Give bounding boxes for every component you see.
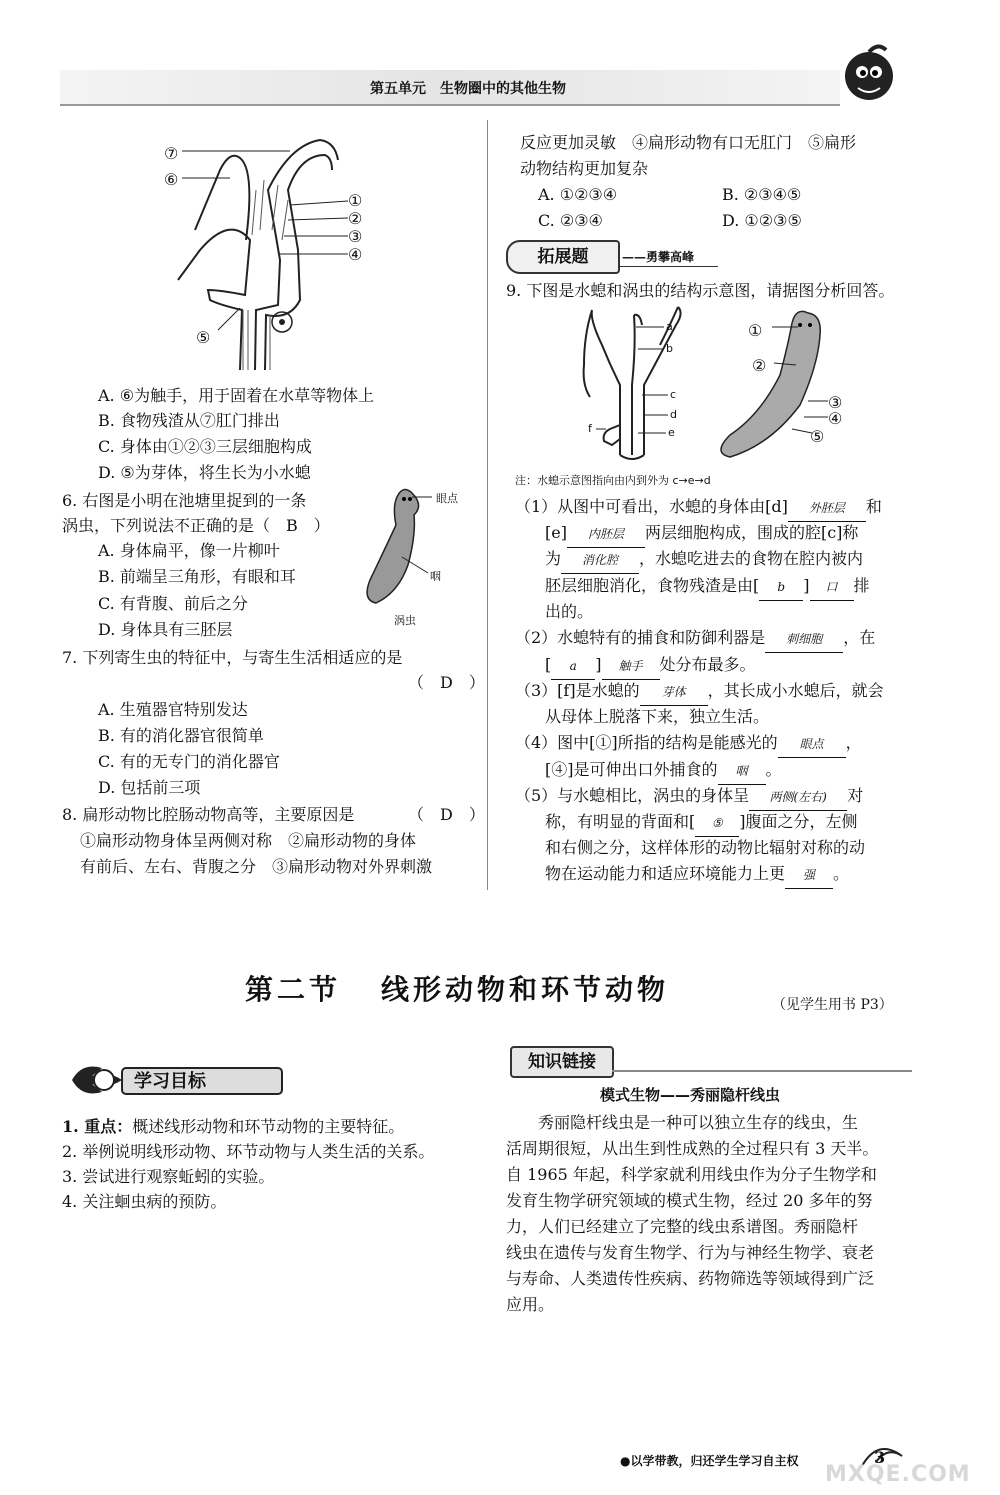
knowledge-line: 自 1965 年起，科学家就利用线虫作为分子生物学和 (506, 1165, 877, 1184)
planaria-label-4: ④ (828, 409, 843, 428)
hydra-label-d: d (670, 408, 677, 421)
extend-question-label: 拓展题 (506, 240, 620, 274)
q8-option-c: C. ②③④ (538, 211, 603, 230)
hydra-figure (580, 305, 690, 465)
planaria-label-5: ⑤ (810, 427, 825, 446)
q6-stem-1: 6. 右图是小明在池塘里捉到的一条 (62, 491, 307, 510)
q7-answer: （ D ） (408, 673, 485, 692)
column-divider (487, 120, 488, 890)
answer-blank: ⑤ (695, 811, 739, 837)
q9-p2-line-1: （2）水螅特有的捕食和防御利器是 刺细胞 ，在 (515, 625, 875, 653)
q8-line-1: ①扁形动物身体呈两侧对称 ②扁形动物的身体 (80, 831, 417, 850)
hydra-label-4: ④ (348, 245, 363, 264)
hydra-label-3: ③ (348, 227, 363, 246)
q9-p2-line-2: [ a ] 触手 处分布最多。 (545, 652, 756, 680)
hydra-label-2: ② (348, 209, 363, 228)
learning-goals-title: 学习目标 (134, 1071, 206, 1092)
knowledge-link-underline (612, 1070, 912, 1072)
goal-item-3: 3. 尝试进行观察蚯蚓的实验。 (62, 1167, 275, 1186)
knowledge-line: 发育生物学研究领域的模式生物，经过 20 多年的努 (506, 1191, 873, 1210)
q8-line-3: 反应更加灵敏 ④扁形动物有口无肛门 ⑤扁形 (520, 133, 857, 152)
section-reference: （见学生用书 P3） (772, 997, 893, 1013)
answer-blank: 消化腔 (561, 548, 639, 574)
answer-blank: 强 (785, 863, 833, 889)
hydra-label-b: b (666, 342, 673, 355)
planaria-caption: 涡虫 (394, 614, 416, 627)
answer-blank: 内胚层 (567, 522, 645, 548)
answer-blank: a (551, 654, 595, 680)
q5-option-d: D. ⑤为芽体，将生长为小水螅 (98, 463, 311, 482)
hydra-label-1: ① (348, 191, 363, 210)
knowledge-line: 活周期很短，从出生到性成熟的全过程只有 3 天半。 (506, 1139, 879, 1158)
q9-p4-line-1: （4）图中[①]所指的结构是能感光的 眼点 ， (515, 730, 862, 758)
q7-option-a: A. 生殖器官特别发达 (98, 700, 248, 719)
q9-p5-line-1: （5）与水螅相比，涡虫的身体呈 两侧(左右) 对 (515, 783, 863, 811)
q9-stem: 9. 下图是水螅和涡虫的结构示意图，请据图分析回答。 (506, 281, 895, 300)
q7-option-b: B. 有的消化器官很简单 (98, 726, 264, 745)
knowledge-body (506, 1110, 926, 1318)
q8-option-a: A. ①②③④ (538, 185, 618, 204)
goal-item-1: 1. 重点：概述线形动物和环节动物的主要特征。 (62, 1117, 405, 1136)
answer-blank: 芽体 (640, 680, 708, 706)
q9-p1-line-2: [e] 内胚层 两层细胞构成，围成的腔[c]称 (545, 520, 858, 548)
q9-note: 注：水螅示意图指向由内到外为 c→e→d (515, 474, 711, 487)
q8-option-d: D. ①②③⑤ (722, 211, 802, 230)
q7-stem: 7. 下列寄生虫的特征中，与寄生生活相适应的是 (62, 648, 403, 667)
q8-line-2: 有前后、左右、背腹之分 ③扁形动物对外界刺激 (80, 857, 433, 876)
hydra-label-c: c (670, 388, 677, 401)
knowledge-link-label: 知识链接 (510, 1046, 614, 1078)
q6-option-b: B. 前端呈三角形，有眼和耳 (98, 567, 296, 586)
q9-p5-line-4: 物在运动能力和适应环境能力上更 强 。 (545, 861, 849, 889)
q8-line-4: 动物结构更加复杂 (520, 159, 649, 178)
answer-blank: 刺细胞 (765, 627, 843, 653)
unit-title: 第五单元 生物圈中的其他生物 (370, 81, 566, 97)
answer-blank: 外胚层 (788, 496, 866, 522)
q9-p1-line-5: 出的。 (545, 602, 594, 621)
knowledge-line: 与寿命、人类遗传性疾病、药物筛选等领域得到广泛 (506, 1269, 875, 1288)
hydra-section-figure (160, 130, 380, 380)
q6-stem-2: 涡虫，下列说法不正确的是（ B ） (62, 516, 330, 535)
knowledge-line: 秀丽隐杆线虫是一种可以独立生存的线虫，生 (506, 1113, 859, 1132)
q9-p1-line-4: 胚层细胞消化，食物残渣是由[ b ] 口 排 (545, 573, 870, 601)
q6-option-d: D. 身体具有三胚层 (98, 620, 233, 639)
answer-blank: b (759, 575, 803, 601)
knowledge-line: 力，人们已经建立了完整的线虫系谱图。秀丽隐杆 (506, 1217, 859, 1236)
q8-stem: 8. 扁形动物比腔肠动物高等，主要原因是 (62, 805, 355, 824)
knowledge-line: 线虫在遗传与发育生物学、行为与神经生物学、衰老 (506, 1243, 875, 1262)
extend-question-tag: ——勇攀高峰 (622, 250, 695, 264)
planaria-label-2: ② (752, 356, 767, 375)
answer-blank: 眼点 (778, 732, 846, 758)
goal-item-2: 2. 举例说明线形动物、环节动物与人类生活的关系。 (62, 1142, 435, 1161)
watermark: MXQE.COM (825, 1462, 971, 1487)
q5-option-b: B. 食物残渣从⑦肛门排出 (98, 411, 280, 430)
answer-blank: 触手 (602, 654, 660, 680)
knowledge-line: 应用。 (506, 1295, 555, 1314)
section-title: 第二节 线形动物和环节动物 (245, 973, 670, 1006)
q9-p5-line-2: 称，有明显的背面和[ ⑤ ]腹面之分，左侧 (545, 809, 858, 837)
q7-option-c: C. 有的无专门的消化器官 (98, 752, 280, 771)
q5-option-c: C. 身体由①②③三层细胞构成 (98, 437, 312, 456)
q6-option-c: C. 有背腹、前后之分 (98, 594, 248, 613)
q8-answer: （ D ） (408, 805, 485, 824)
hydra-label-6: ⑥ (164, 170, 179, 189)
planaria-label-3: ③ (828, 393, 843, 412)
planaria-label-1: ① (748, 321, 763, 340)
q9-p3-line-2: 从母体上脱落下来，独立生活。 (545, 707, 770, 726)
mascot-icon (838, 40, 900, 112)
q8-option-b: B. ②③④⑤ (722, 185, 802, 204)
answer-blank: 口 (810, 575, 854, 601)
q9-p1-line-3: 为 消化腔 ，水螅吃进去的食物在腔内被内 (545, 546, 863, 574)
q7-option-d: D. 包括前三项 (98, 778, 201, 797)
q9-p5-line-3: 和右侧之分，这样体形的动物比辐射对称的动 (545, 838, 866, 857)
page-number: 3 (874, 1448, 886, 1467)
planaria-pharynx-label: 咽 (430, 570, 441, 583)
q9-p4-line-2: [④]是可伸出口外捕食的 咽 。 (545, 757, 782, 785)
answer-blank: 两侧(左右) (749, 785, 847, 811)
planaria-eye-label: 眼点 (436, 492, 458, 505)
q9-p1-line-1: （1）从图中可看出，水螅的身体由[d] 外胚层 和 (515, 494, 882, 522)
knowledge-title: 模式生物——秀丽隐杆线虫 (600, 1086, 781, 1104)
hydra-label-7: ⑦ (164, 144, 179, 163)
hydra-label-e: e (668, 426, 675, 439)
hydra-label-5: ⑤ (196, 328, 211, 347)
goal-item-4: 4. 关注蛔虫病的预防。 (62, 1192, 227, 1211)
planaria-figure (340, 485, 440, 610)
q9-p3-line-1: （3）[f]是水螅的 芽体 ，其长成小水螅后，就会 (515, 678, 884, 706)
extend-underline (618, 266, 718, 267)
hydra-label-a: a (666, 320, 673, 333)
footer-slogan: ●以学带教，归还学生学习自主权 (620, 1454, 799, 1468)
answer-blank: 咽 (718, 759, 766, 785)
q6-option-a: A. 身体扁平，像一片柳叶 (98, 541, 280, 560)
hydra-label-f: f (588, 422, 592, 435)
q5-option-a: A. ⑥为触手，用于固着在水草等物体上 (98, 386, 375, 405)
